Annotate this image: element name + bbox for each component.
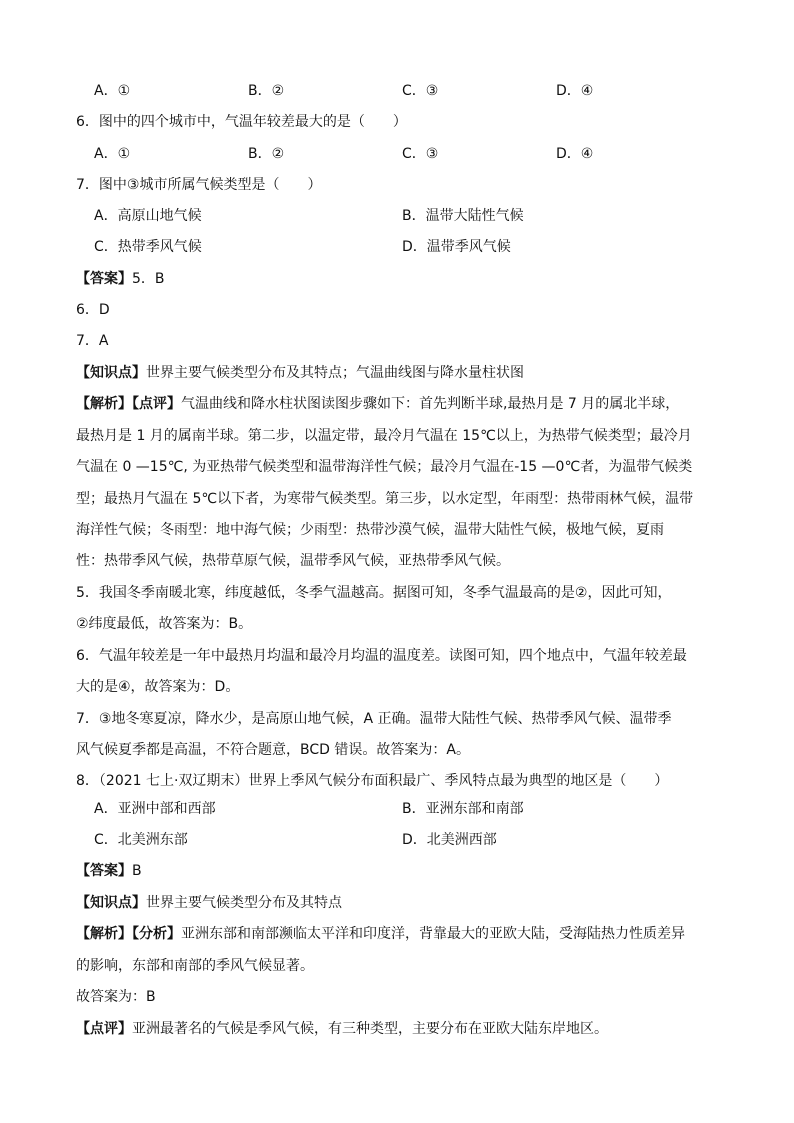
- q6-option-b: B．②: [248, 146, 285, 162]
- q6-option-a: A．①: [94, 146, 131, 162]
- analysis-8-line-2: 的影响，东部和南部的季风气候显著。: [76, 958, 314, 974]
- analysis-line-5: 海洋性气候；冬雨型：地中海气候；少雨型：热带沙漠气候，温带大陆性气候，极地气候，夏雨: [76, 522, 664, 538]
- answer-tag-8: 【答案】: [76, 863, 132, 879]
- analysis-8-line-1: [76, 925, 685, 943]
- knowledge-text-8: 世界主要气候类型分布及其特点: [146, 895, 342, 911]
- answer-tag: 【答案】: [76, 271, 132, 287]
- q8-option-c: C．北美洲东部: [94, 832, 188, 848]
- analysis-line-4: 型；最热月气温在 5℃以下者，为寒带气候类型。第三步，以水定型，年雨型：热带雨林气候，温带: [76, 491, 694, 507]
- q8-option-a: A．亚洲中部和西部: [94, 801, 216, 817]
- comment-tag-8: 【点评】: [76, 1021, 132, 1037]
- q7-stem: 7．图中③城市所属气候类型是（ ）: [76, 177, 322, 193]
- knowledge-point-line: [76, 364, 524, 382]
- analysis-line-2: 最热月是 1 月的属南半球。第二步，以温定带，最冷月气温在 15℃以上，为热带气候类型；最冷月: [76, 428, 692, 444]
- q8-option-d: D．北美洲西部: [402, 832, 497, 848]
- knowledge-point-line-8: [76, 894, 342, 912]
- q6-option-d: D．④: [556, 146, 594, 162]
- answer-value-5: 5．B: [132, 271, 165, 287]
- q8-option-b: B．亚洲东部和南部: [402, 801, 524, 817]
- q7-option-c: C．热带季风气候: [94, 239, 202, 255]
- knowledge-text: 世界主要气候类型分布及其特点；气温曲线图与降水量柱状图: [146, 365, 524, 381]
- answer-line-7: 7．A: [76, 333, 109, 349]
- analysis-q7-line-2: 风气候夏季都是高温，不符合题意，BCD 错误。故答案为：A。: [76, 742, 470, 758]
- q8-stem: 8．（2021 七上·双辽期末）世界上季风气候分布面积最广、季风特点最为典型的地区是（ ）: [76, 773, 669, 789]
- analysis-8-text-1: 亚洲东部和南部濒临太平洋和印度洋，背靠最大的亚欧大陆，受海陆热力性质差异: [181, 926, 685, 942]
- comment-8-line: [76, 1020, 608, 1038]
- analysis-tag: 【解析】: [76, 396, 132, 412]
- analysis-q7-line-1: 7．③地冬寒夏凉，降水少，是高原山地气候，A 正确。温带大陆性气候、热带季风气候、温带季: [76, 711, 672, 727]
- analysis-8-conclusion: 故答案为：B: [76, 989, 156, 1005]
- knowledge-tag: 【知识点】: [76, 365, 146, 381]
- q6-option-c: C．③: [402, 146, 439, 162]
- analysis-q6-line-1: 6．气温年较差是一年中最热月均温和最冷月均温的温度差。读图可知，四个地点中，气温年较差最: [76, 648, 687, 664]
- answer-line-6: 6．D: [76, 302, 110, 318]
- q4-option-a: A．①: [94, 83, 131, 99]
- q7-option-a: A．高原山地气候: [94, 208, 202, 224]
- q6-stem: 6．图中的四个城市中，气温年较差最大的是（ ）: [76, 114, 407, 130]
- analysis-line-1: [76, 395, 679, 413]
- comment-tag: 【点评】: [132, 396, 181, 412]
- knowledge-tag-8: 【知识点】: [76, 895, 146, 911]
- answer-value-8: B: [132, 863, 142, 879]
- analysis-line-3: 气温在 0 —15℃, 为亚热带气候类型和温带海洋性气候；最冷月气温在-15 —0℃者，为温带气候类: [76, 459, 693, 475]
- answer-line-5: [76, 270, 165, 288]
- analysis-tag-8: 【解析】: [76, 926, 132, 942]
- analysis-q5-line-1: 5．我国冬季南暖北寒，纬度越低，冬季气温越高。据图可知，冬季气温最高的是②，因此可知，: [76, 585, 672, 601]
- comment-8-text: 亚洲最著名的气候是季风气候，有三种类型，主要分布在亚欧大陆东岸地区。: [132, 1021, 608, 1037]
- q4-option-d: D．④: [556, 83, 594, 99]
- analysis-text-1: 气温曲线和降水柱状图读图步骤如下：首先判断半球,最热月是 7 月的属北半球，: [181, 396, 680, 412]
- q7-option-b: B．温带大陆性气候: [402, 208, 524, 224]
- q4-option-c: C．③: [402, 83, 439, 99]
- analysis-q6-line-2: 大的是④，故答案为：D。: [76, 679, 240, 695]
- analysis-q5-line-2: ②纬度最低，故答案为：B。: [76, 616, 253, 632]
- answer-line-8: [76, 862, 142, 880]
- analysis-sub-tag-8: 【分析】: [132, 926, 181, 942]
- q7-option-d: D．温带季风气候: [402, 239, 511, 255]
- analysis-line-6: 性：热带季风气候，热带草原气候，温带季风气候，亚热带季风气候。: [76, 553, 510, 569]
- q4-option-b: B．②: [248, 83, 285, 99]
